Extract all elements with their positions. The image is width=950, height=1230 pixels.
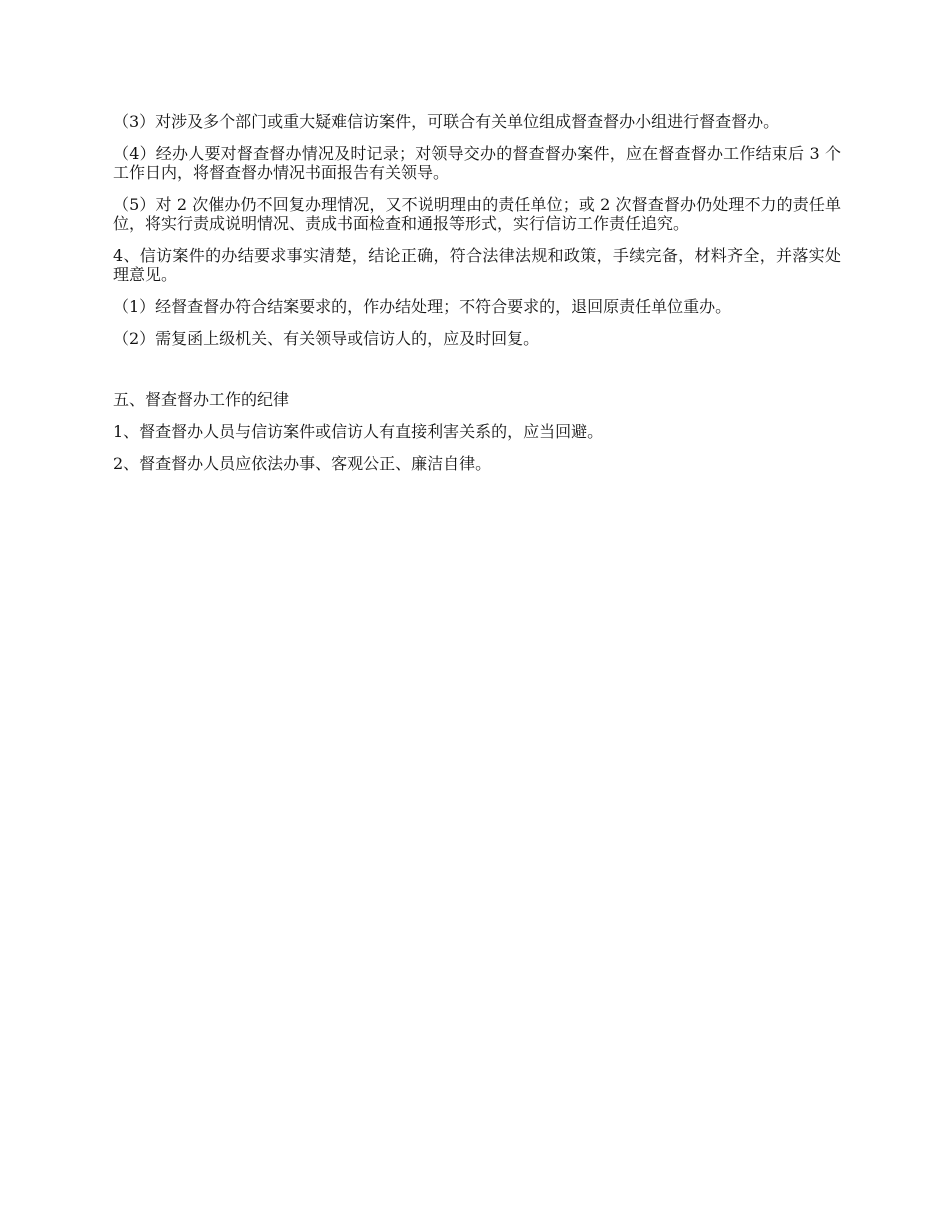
paragraph-close-case: （1）经督查督办符合结案要求的，作办结处理；不符合要求的，退回原责任单位重办。 bbox=[113, 297, 732, 316]
paragraph-reply: （2）需复函上级机关、有关领导或信访人的，应及时回复。 bbox=[113, 329, 540, 348]
section-spacer bbox=[113, 361, 841, 390]
section-title-discipline: 五、督查督办工作的纪律 bbox=[113, 390, 290, 409]
paragraph-recusal: 1、督查督办人员与信访案件或信访人有直接利害关系的，应当回避。 bbox=[113, 422, 604, 441]
paragraph-joint-supervision: （3）对涉及多个部门或重大疑难信访案件，可联合有关单位组成督查督办小组进行督查督办。 bbox=[113, 112, 780, 131]
paragraph-closing-requirements: 4、信访案件的办结要求事实清楚，结论正确，符合法律法规和政策，手续完备，材料齐全，并落实处理意见。 bbox=[113, 246, 841, 284]
paragraph-integrity: 2、督查督办人员应依法办事、客观公正、廉洁自律。 bbox=[113, 454, 492, 473]
document-page bbox=[113, 112, 841, 486]
paragraph-accountability: （5）对 2 次催办仍不回复办理情况，又不说明理由的责任单位；或 2 次督查督办仍处理不力的责任单位，将实行责成说明情况、责成书面检查和通报等形式，实行信访工作责任追究。 bbox=[113, 195, 841, 233]
paragraph-record-report: （4）经办人要对督查督办情况及时记录；对领导交办的督查督办案件，应在督查督办工作结束后 3 个工作日内，将督查督办情况书面报告有关领导。 bbox=[113, 144, 841, 182]
